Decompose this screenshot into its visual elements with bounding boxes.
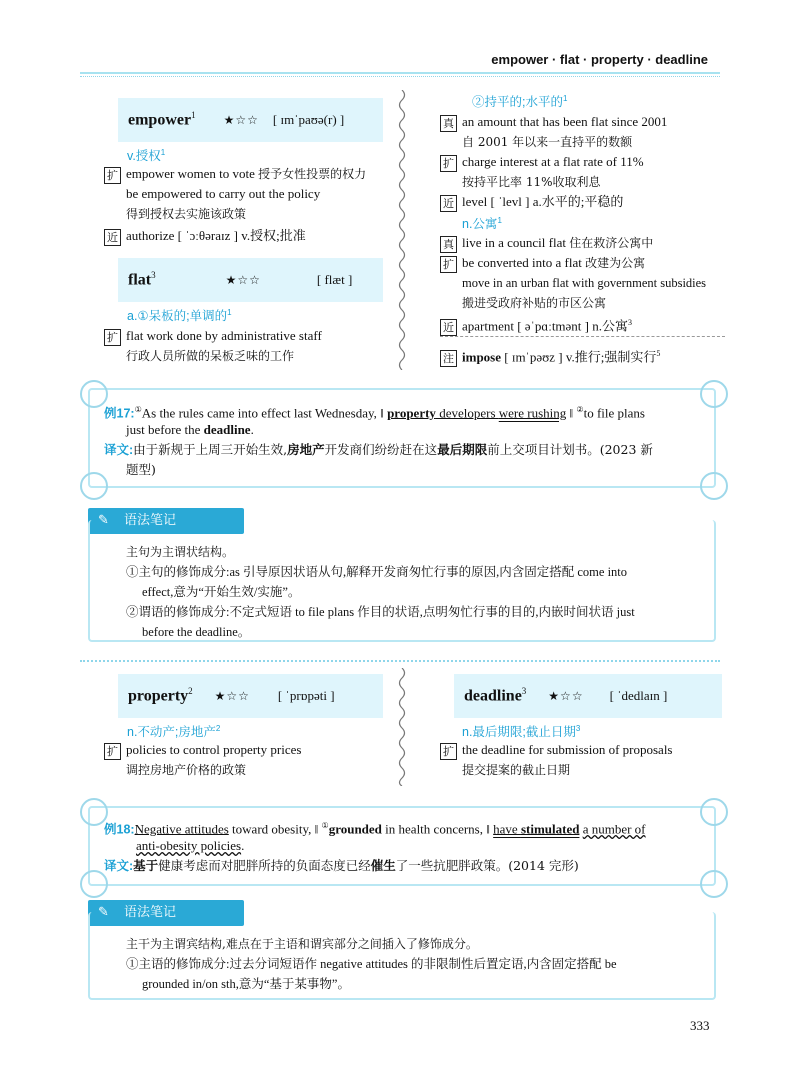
- extension-line: 扩 charge interest at a flat rate of 11%: [440, 152, 644, 172]
- part-of-speech: n.最后期限;截止日期$^3$: [462, 723, 581, 739]
- ornament-corner: [700, 798, 728, 826]
- page-number: 333: [690, 1018, 710, 1033]
- synonym-line: 近 authorize [ ˈɔːθəraɪz ] v.授权;批准: [104, 226, 306, 246]
- pen-icon: ✎: [98, 905, 109, 920]
- word-box-property: [118, 674, 383, 718]
- column-separator: [396, 668, 408, 786]
- tag-extension: 扩: [104, 167, 121, 184]
- word-box-flat: [118, 258, 383, 302]
- translation: 译文:由于新规于上周三开始生效,房地产开发商们纷纷赶在这最后期限前上交项目计划书。(2023 新: [104, 442, 653, 457]
- tag-real: 真: [440, 115, 457, 132]
- word-box-empower: [118, 98, 383, 142]
- part-of-speech: n.不动产;房地产$^2$: [127, 723, 221, 739]
- translation-label: 译文:: [104, 443, 134, 457]
- translation-cont: 题型): [126, 462, 156, 477]
- grammar-note-tab: ✎ 语法笔记: [88, 508, 244, 534]
- extension-line: 扩 flat work done by administrative staff: [104, 326, 322, 346]
- tag-real: 真: [440, 236, 457, 253]
- star-rating: ★☆☆: [225, 272, 261, 287]
- tag-synonym: 近: [440, 195, 457, 212]
- star-rating: ★☆☆: [548, 688, 584, 703]
- ornament-corner: [700, 870, 728, 898]
- phonetic: [ ɪmˈpaʊə(r) ]: [272, 112, 345, 127]
- part-of-speech: a.①呆板的;单调的$^1$: [127, 307, 232, 323]
- extension-line: 扩 be converted into a flat 改建为公寓: [440, 253, 645, 273]
- tag-note: 注: [440, 350, 457, 367]
- note-line: effect,意为“开始生效/实施”。: [142, 585, 301, 599]
- headword-property: property$^2$: [128, 686, 193, 705]
- extension-translation: 调控房地产价格的政策: [126, 763, 247, 777]
- example-sentence: 例18:Negative attitudes toward obesity, ‖ ①grounded in health concerns, ‖ have stimulated a number of: [104, 821, 646, 837]
- tag-synonym: 近: [104, 229, 121, 246]
- note-line: 主干为主谓宾结构,难点在于主语和谓宾部分之间插入了修饰成分。: [126, 937, 478, 951]
- separator-flourish: [396, 90, 408, 370]
- part-of-speech: v.授权$^1$: [127, 147, 166, 163]
- header-rule: [80, 72, 720, 74]
- pen-icon: ✎: [98, 513, 109, 528]
- extension-line: 扩 empower women to vote 授予女性投票的权力: [104, 164, 366, 184]
- extension-translation: 得到授权去实施该政策: [126, 207, 247, 221]
- header-rule-dotted: [80, 76, 720, 78]
- real-exam-translation: 自 2001 年以来一直持平的数额: [462, 135, 633, 149]
- section-divider: [80, 660, 720, 662]
- word-box-deadline: [454, 674, 722, 718]
- example-label: 例18:: [104, 822, 135, 837]
- note-line: 主句为主谓状结构。: [126, 545, 235, 559]
- note-line: grounded in/on sth,意为“基于某事物”。: [142, 977, 350, 991]
- translation: 译文:基于健康考虑而对肥胖所持的负面态度已经催生了一些抗肥胖政策。(2014 完形): [104, 858, 579, 873]
- translation-label: 译文:: [104, 859, 134, 873]
- synonym-line: 近 level [ ˈlevl ] a.水平的;平稳的: [440, 192, 623, 212]
- separator-flourish: [396, 668, 408, 786]
- tag-extension: 扩: [104, 329, 121, 346]
- column-separator: [396, 90, 408, 370]
- note-line: 注 impose [ ɪmˈpəʊz ] v.推行;强制实行$^5$: [440, 344, 660, 367]
- headword-flat: flat$^3$: [128, 270, 156, 289]
- tag-extension: 扩: [440, 155, 457, 172]
- tag-synonym: 近: [440, 319, 457, 336]
- extension-line: be empowered to carry out the policy: [126, 186, 321, 201]
- part-of-speech: ②持平的;水平的$^1$: [472, 93, 568, 109]
- note-line: ①主句的修饰成分:as 引导原因状语从句,解释开发商匆忙行事的原因,内含固定搭配 come into: [126, 565, 628, 579]
- divider: [440, 336, 725, 337]
- tag-extension: 扩: [104, 743, 121, 760]
- tag-extension: 扩: [440, 256, 457, 273]
- star-rating: ★☆☆: [223, 112, 259, 127]
- synonym-line: 近 apartment [ əˈpɑːtmənt ] n.公寓$^3$: [440, 313, 632, 336]
- extension-translation: 行政人员所做的呆板乏味的工作: [126, 349, 295, 363]
- note-line: ②谓语的修饰成分:不定式短语 to file plans 作目的状语,点明匆忙行事的目的,内嵌时间状语 just: [126, 605, 635, 619]
- headword-empower: empower$^1$: [128, 110, 196, 129]
- extension-translation: 按持平比率 11%收取利息: [462, 175, 601, 189]
- running-header: empower · flat · property · deadline: [491, 52, 708, 67]
- phonetic: [ ˈdedlaɪn ]: [609, 688, 668, 703]
- ornament-corner: [700, 472, 728, 500]
- real-exam-line: 真 live in a council flat 住在救济公寓中: [440, 233, 653, 253]
- real-exam-line: 真 an amount that has been flat since 2001: [440, 112, 667, 132]
- tag-extension: 扩: [440, 743, 457, 760]
- ornament-corner: [700, 380, 728, 408]
- note-line: before the deadline。: [142, 625, 251, 639]
- ornament-corner: [80, 472, 108, 500]
- grammar-note-tab: ✎ 语法笔记: [88, 900, 244, 926]
- extension-translation: 提交提案的截止日期: [462, 763, 571, 777]
- example-label: 例17:: [104, 406, 135, 421]
- example-sentence-cont: anti-obesity policies.: [136, 838, 245, 853]
- star-rating: ★☆☆: [214, 688, 250, 703]
- extension-translation: 搬进受政府补贴的市区公寓: [462, 296, 607, 310]
- note-line: ①主语的修饰成分:过去分词短语作 negative attitudes 的非限制性后置定语,内含固定搭配 be: [126, 957, 617, 971]
- extension-line: 扩 policies to control property prices: [104, 740, 301, 760]
- headword-deadline: deadline$^3$: [464, 686, 527, 705]
- example-sentence-cont: just before the deadline.: [126, 422, 254, 437]
- phonetic: [ ˈprɒpəti ]: [277, 688, 335, 703]
- example-sentence: 例17:①As the rules came into effect last Wednesday, ‖ property developers were rushing ‖ ②to file plans: [104, 405, 645, 421]
- extension-line: 扩 the deadline for submission of proposals: [440, 740, 673, 760]
- part-of-speech: n.公寓$^1$: [462, 215, 502, 231]
- extension-line: move in an urban flat with government subsidies: [462, 276, 707, 290]
- phonetic: [ flæt ]: [316, 272, 353, 287]
